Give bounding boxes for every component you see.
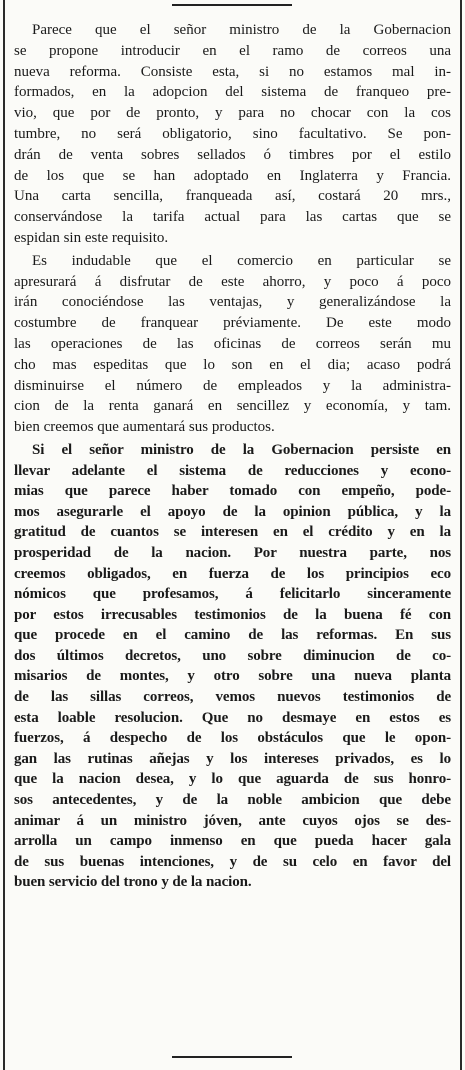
text-line: de sus buenas intenciones, y de su celo en favor del (14, 853, 451, 870)
text-line: esta loable resolucion. Que no desmaye en estos es (14, 709, 451, 726)
text-line: por estos irrecusables testimonios de la buena fé con (14, 606, 451, 623)
text-line: sos antecedentes, y de la noble ambicion que debe (14, 792, 451, 809)
text-line: buen servicio del trono y de la nacion. (14, 874, 252, 891)
article-body (14, 20, 451, 895)
text-line: nómicos que profesamos, á felicitarlo sinceramente (14, 586, 451, 603)
text-line: Si el señor ministro de la Gobernacion persiste en (32, 441, 451, 458)
bottom-separator-rule (172, 1056, 292, 1058)
text-line: de los que se han adoptado en Inglaterra y Francia. (14, 167, 451, 184)
text-line: drán de venta sobres sellados ó timbres por el estilo (14, 146, 451, 163)
text-line: cion de la renta ganará en sencillez y economía, y tam. (14, 398, 451, 415)
text-line: gan las rutinas añejas y los intereses privados, es lo (14, 750, 451, 767)
text-line: tumbre, no será obligatorio, sino facultativo. Se pon- (14, 125, 451, 142)
text-line: bien creemos que aumentará sus productos. (14, 419, 275, 436)
top-separator-rule (172, 4, 292, 6)
text-line: misarios de montes, y otro sobre una nueva planta (14, 668, 451, 685)
text-line: que procede en el camino de las reformas. En sus (14, 627, 451, 644)
text-line: disminuirse el número de empleados y la administra- (14, 377, 451, 394)
paragraph-2 (14, 251, 451, 438)
text-line: vio, que por de pronto, y para no chocar con la cos (14, 105, 451, 122)
text-line: mos asegurarle el apoyo de la opinion pública, y la (14, 503, 451, 520)
text-line: fuerzos, á despecho de los obstáculos que le opon- (14, 730, 451, 747)
text-line: Es indudable que el comercio en particular se (32, 252, 451, 269)
text-line: costumbre de franquear préviamente. De este modo (14, 315, 451, 332)
text-line: irán conociéndose las ventajas, y generalizándose la (14, 294, 451, 311)
text-line: mias que parece haber tomado con empeño, pode- (14, 483, 451, 500)
text-line: formados, en la adopcion del sistema de franqueo pre- (14, 84, 451, 101)
text-line: cho mas espeditas que lo son en el dia; acaso podrá (14, 356, 451, 373)
text-line: conservándose la tarifa actual para las cartas que se (14, 209, 451, 226)
right-column-rule (460, 0, 462, 1070)
text-line: nueva reforma. Consiste esta, si no estamos mal in- (14, 63, 451, 80)
text-line: se propone introducir en el ramo de correos una (14, 42, 451, 59)
text-line: creemos obligados, en fuerza de los principios eco (14, 565, 451, 582)
text-line: de las sillas correos, vemos nuevos testimonios de (14, 689, 451, 706)
text-line: que la nacion desea, y lo que aguarda de sus honro- (14, 771, 451, 788)
text-line: dos últimos decretos, uno sobre diminucion de co- (14, 647, 451, 664)
text-line: apresurará á disfrutar de este ahorro, y poco á poco (14, 273, 451, 290)
text-line: animar á un ministro jóven, ante cuyos ojos se des- (14, 812, 451, 829)
left-column-rule (3, 0, 5, 1070)
text-line: prosperidad de la nacion. Por nuestra parte, nos (14, 544, 451, 561)
paragraph-1 (14, 20, 451, 249)
text-line: arrolla un campo inmenso en que pueda hacer gala (14, 833, 451, 850)
text-line: Parece que el señor ministro de la Gobernacion (32, 22, 451, 38)
text-line: Una carta sencilla, franqueada así, costará 20 mrs., (14, 188, 451, 205)
text-line: espidan sin este requisito. (14, 229, 169, 246)
text-line: gratitud de cuantos se interesen en el crédito y en la (14, 524, 451, 541)
text-line: llevar adelante el sistema de reducciones y econo- (14, 462, 451, 479)
paragraph-3 (14, 440, 451, 893)
text-line: las operaciones de las oficinas de correos serán mu (14, 335, 451, 352)
